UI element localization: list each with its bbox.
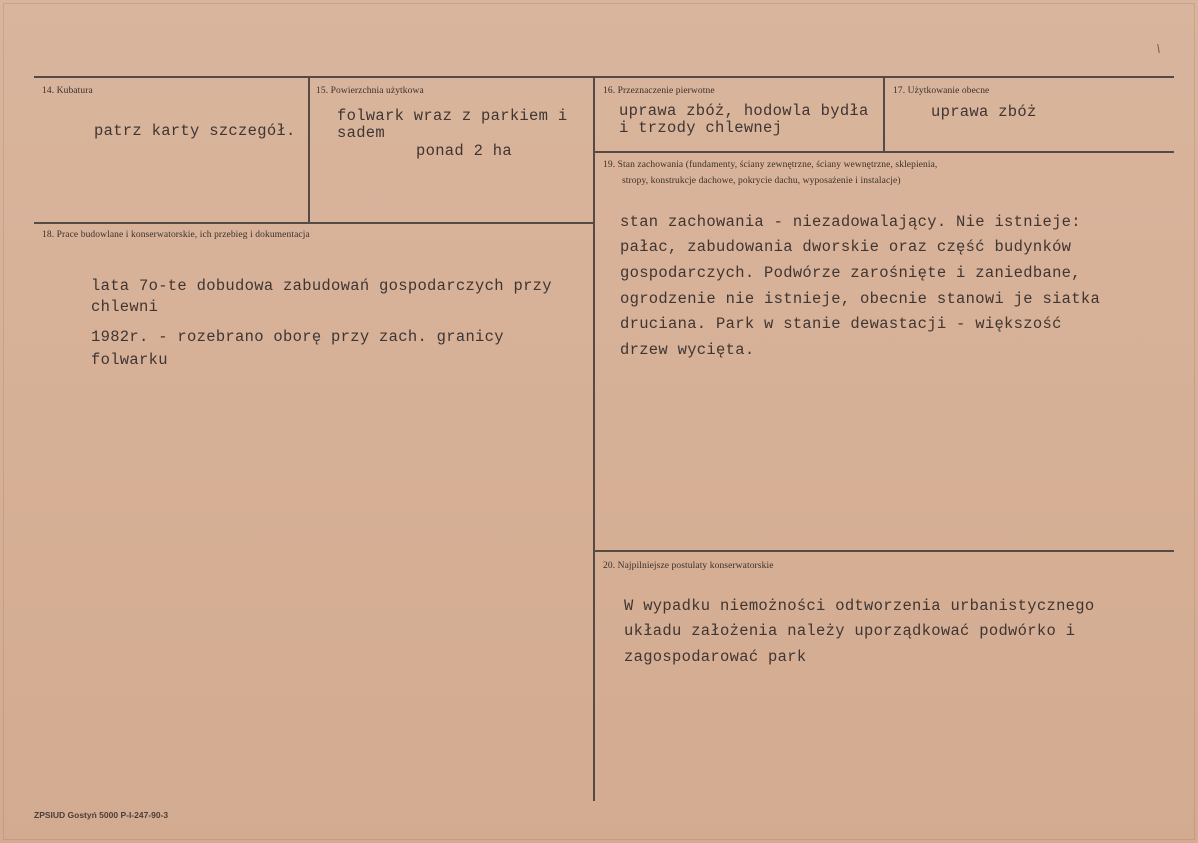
rule-top	[34, 76, 1174, 78]
rule-col-16-17	[883, 76, 885, 152]
field-17-value: uprawa zbóż	[931, 103, 1037, 121]
field-19-label-line-1: 19. Stan zachowania (fundamenty, ściany zewnętrzne, ściany wewnętrzne, sklepienia,	[603, 160, 938, 170]
field-14-value: patrz karty szczegół.	[94, 122, 296, 140]
field-19-line-3: gospodarczych. Podwórze zarośnięte i zaniedbane,	[620, 264, 1081, 282]
field-20-line-3: zagospodarować park	[624, 648, 807, 666]
rule-col-14-15	[308, 76, 310, 223]
rule-col-center	[593, 76, 595, 801]
field-20-line-1: W wypadku niemożności odtworzenia urbanistycznego	[624, 597, 1095, 615]
field-18-line-4: folwarku	[91, 351, 168, 369]
pencil-mark	[1157, 44, 1160, 53]
field-15-line-1: folwark wraz z parkiem i	[337, 107, 568, 125]
field-19-line-1: stan zachowania - niezadowalający. Nie istnieje:	[620, 213, 1081, 231]
field-16-line-1: uprawa zbóż, hodowla bydła	[619, 102, 869, 120]
field-18-label: 18. Prace budowlane i konserwatorskie, ich przebieg i dokumentacja	[42, 230, 310, 240]
field-17-label: 17. Użytkowanie obecne	[893, 86, 990, 96]
field-20-label: 20. Najpilniejsze postulaty konserwatorskie	[603, 561, 774, 571]
rule-right-upper	[594, 151, 1174, 153]
field-15-line-3: ponad 2 ha	[416, 142, 513, 160]
field-20-line-2: układu założenia należy uporządkować podwórko i	[624, 622, 1076, 640]
field-16-label: 16. Przeznaczenie pierwotne	[603, 86, 715, 96]
field-19-line-4: ogrodzenie nie istnieje, obecnie stanowi je siatka	[620, 290, 1101, 308]
field-18-line-3: 1982r. - rozebrano oborę przy zach. granicy	[91, 328, 504, 346]
field-19-line-5: druciana. Park w stanie dewastacji - większość	[620, 315, 1062, 333]
rule-right-lower	[594, 550, 1174, 552]
field-14-label: 14. Kubatura	[42, 86, 93, 96]
field-18-line-2: chlewni	[91, 298, 159, 316]
field-19-label-line-2: stropy, konstrukcje dachowe, pokrycie dachu, wyposażenie i instalacje)	[622, 176, 901, 186]
field-18-line-1: lata 7o-te dobudowa zabudowań gospodarczych przy	[91, 277, 552, 295]
field-19-line-6: drzew wycięta.	[620, 341, 755, 359]
field-19-line-2: pałac, zabudowania dworskie oraz część budynków	[620, 238, 1072, 256]
field-15-line-2: sadem	[337, 124, 386, 142]
printer-imprint: ZPSIUD Gostyń 5000 P-I-247-90-3	[34, 810, 169, 820]
field-15-label: 15. Powierzchnia użytkowa	[316, 86, 424, 96]
rule-left-mid	[34, 222, 594, 224]
field-16-line-2: i trzody chlewnej	[619, 119, 783, 137]
